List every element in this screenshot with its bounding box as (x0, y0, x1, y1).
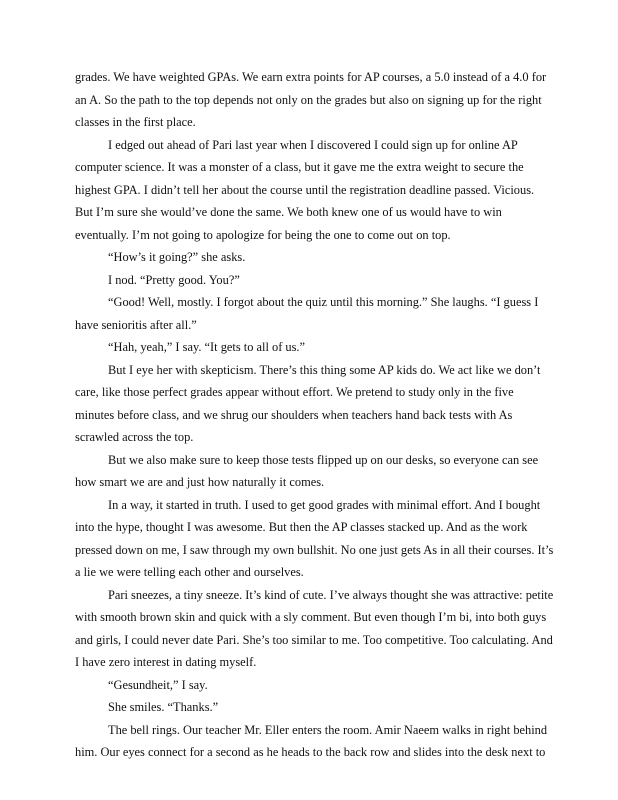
paragraph: The bell rings. Our teacher Mr. Eller enters the room. Amir Naeem walks in right behind him. Our eyes connect for a second as he heads to the back row and slides into the desk next to (75, 722, 548, 759)
paragraph: But I eye her with skepticism. There’s this thing some AP kids do. We act like we don’t care, like those perfect grades appear without effort. We pretend to study only in the five minutes before class, and we shrug our shoulders when teachers hand back tests with As scrawled across the top. (75, 362, 541, 444)
paragraph: I edged out ahead of Pari last year when I discovered I could sign up for online AP computer science. It was a monster of a class, but it gave me the extra weight to secure the highest GPA. I didn’t tell her about the course until the registration deadline passed. Vicious. But I’m sure she would’ve done the same. We both knew one of us would have to win eventually. I’m not going to apologize for being the one to come out on top. (75, 137, 535, 242)
paragraph: “How’s it going?” she asks. (108, 250, 246, 264)
body-text (75, 66, 555, 764)
paragraph: I nod. “Pretty good. You?” (108, 272, 240, 287)
paragraph: “Good! Well, mostly. I forgot about the quiz until this morning.” She laughs. “I guess I have senioritis after all.” (75, 295, 539, 332)
paragraph: But we also make sure to keep those tests flipped up on our desks, so everyone can see how smart we are and just how naturally it comes. (75, 452, 539, 489)
paragraph: Pari sneezes, a tiny sneeze. It’s kind of cute. I’ve always thought she was attractive: petite with smooth brown skin and quick with a sly comment. But even though I’m bi, into both guys and girls, I could never date Pari. She’s too similar to me. Too competitive. Too calculating. And I have zero interest in dating myself. (75, 587, 554, 669)
paragraph: In a way, it started in truth. I used to get good grades with minimal effort. And I bought into the hype, thought I was awesome. But then the AP classes stacked up. And as the work pressed down on me, I saw through my own bullshit. No one just gets As in all their courses. It’s a lie we were telling each other and ourselves. (75, 497, 554, 579)
paragraph: “Hah, yeah,” I say. “It gets to all of us.” (108, 340, 306, 354)
paragraph: “Gesundheit,” I say. (108, 677, 208, 692)
paragraph: grades. We have weighted GPAs. We earn extra points for AP courses, a 5.0 instead of a 4.0 for an A. So the path to the top depends not only on the grades but also on signing up for the right classes in the first place. (75, 70, 547, 129)
paragraph: She smiles. “Thanks.” (108, 700, 219, 714)
